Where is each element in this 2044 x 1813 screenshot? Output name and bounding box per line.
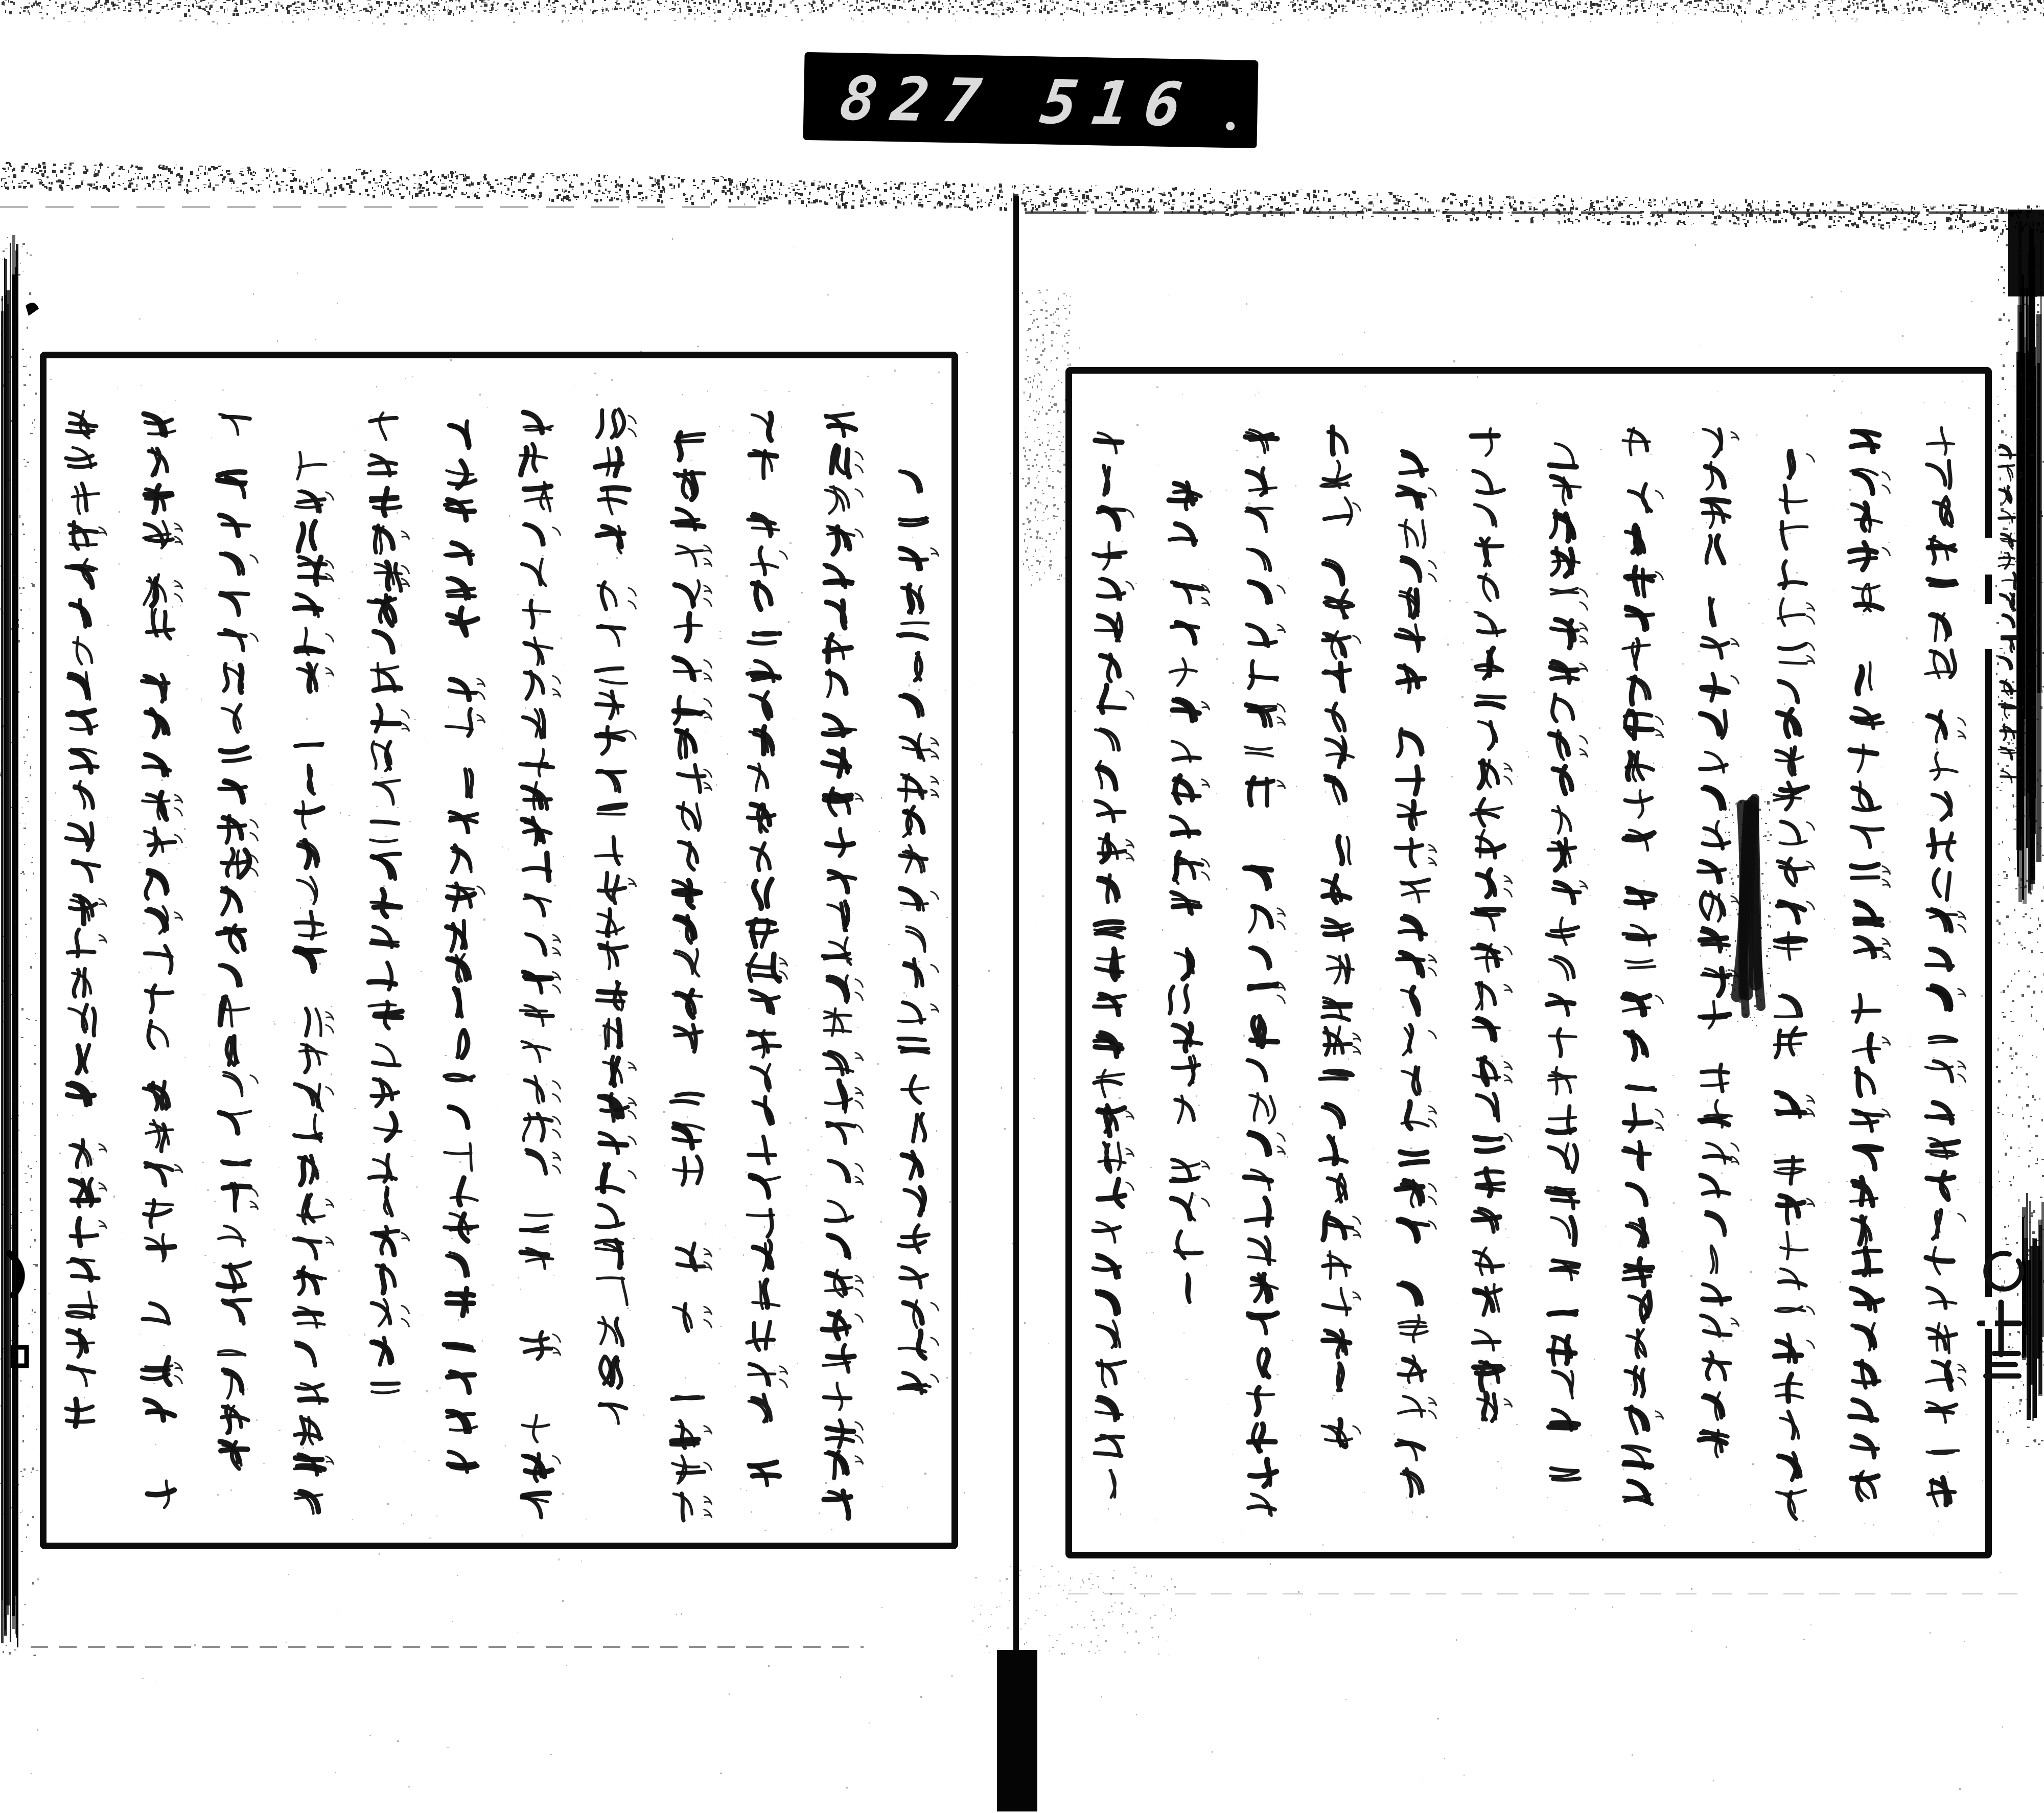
gutter-tail-strip	[997, 1650, 1037, 1811]
ink-smudge	[1725, 789, 1772, 1026]
edge-title	[1999, 445, 2018, 783]
stamp-digits-right: 516	[1036, 66, 1201, 140]
left-page-text	[66, 409, 938, 1521]
stamp-digits-left: 827	[835, 63, 1001, 136]
film-frame-stamp	[803, 52, 1258, 148]
gutter-line	[1013, 196, 1019, 1650]
right-page-text	[1093, 427, 1965, 1519]
stamp-dot	[1226, 122, 1235, 130]
left-edge-streaks	[0, 235, 39, 1656]
right-page-frame	[1069, 371, 1989, 1555]
